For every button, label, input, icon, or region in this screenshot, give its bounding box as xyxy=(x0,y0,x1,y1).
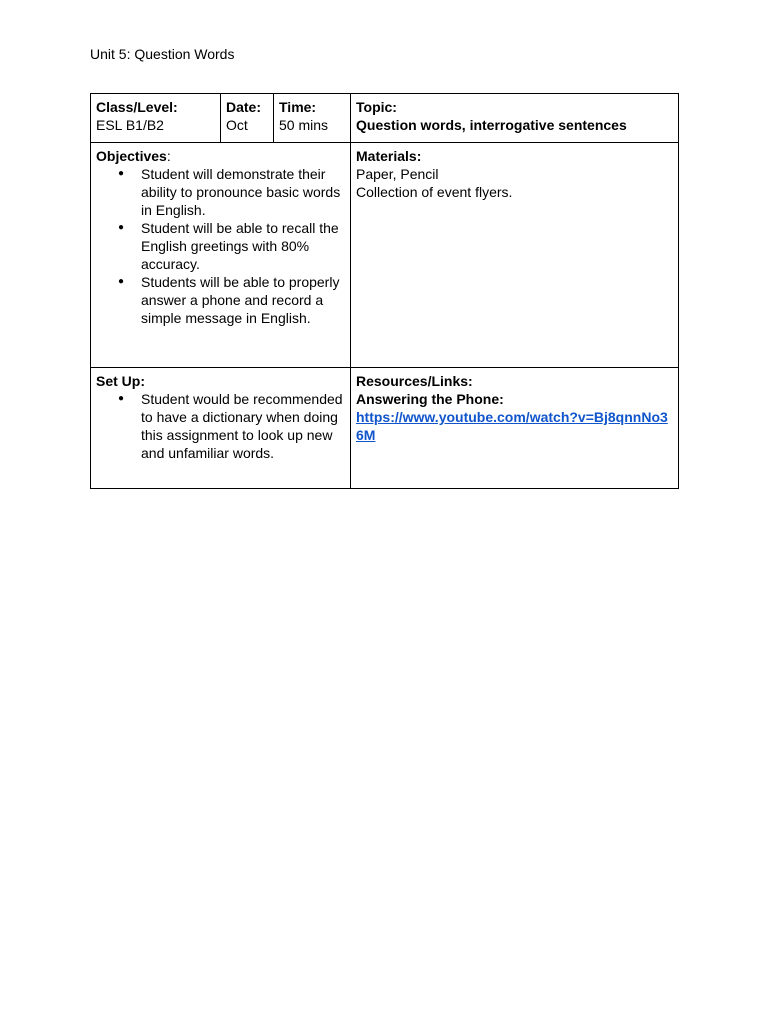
materials-cell xyxy=(351,143,679,368)
time-cell xyxy=(274,94,351,143)
topic-value: Question words, interrogative sentences xyxy=(356,117,627,133)
header-row xyxy=(91,94,679,143)
class-level-cell xyxy=(91,94,221,143)
objectives-label: Objectives xyxy=(96,148,167,164)
resources-sublabel: Answering the Phone: xyxy=(356,391,504,407)
objectives-row xyxy=(91,143,679,368)
setup-label: Set Up: xyxy=(96,373,145,389)
time-label: Time: xyxy=(279,99,317,115)
objectives-cell: Objectives: ● Student will demonstrate their ability to pronounce basic words in English. ● Student will be able to recall the English greetings with 80% accuracy. ● Students will be able to properly answer a phone and record a simple message in English. xyxy=(91,143,351,368)
list-item: ● Student would be recommended to have a dictionary when doing this assignment to look up new and unfamiliar words. xyxy=(141,390,345,462)
topic-label: Topic: xyxy=(356,99,397,115)
objectives-list xyxy=(96,165,345,327)
materials-label: Materials: xyxy=(356,148,422,164)
resources-cell xyxy=(351,368,679,489)
materials-line: Paper, Pencil xyxy=(356,166,439,182)
setup-list xyxy=(96,390,345,462)
class-level-value: ESL B1/B2 xyxy=(96,117,164,133)
date-label: Date: xyxy=(226,99,262,115)
date-value: Oct xyxy=(226,117,248,133)
page-title: Unit 5: Question Words xyxy=(90,46,235,62)
date-cell xyxy=(221,94,274,143)
setup-cell xyxy=(91,368,351,489)
list-item: ● Students will be able to properly answer a phone and record a simple message in English. xyxy=(141,273,345,327)
setup-row xyxy=(91,368,679,489)
lesson-plan-table xyxy=(90,93,679,489)
resources-label: Resources/Links: xyxy=(356,373,473,389)
list-item: ● Student will be able to recall the English greetings with 80% accuracy. xyxy=(141,219,345,273)
list-item: ● Student will demonstrate their ability to pronounce basic words in English. xyxy=(141,165,345,219)
time-value: 50 mins xyxy=(279,117,329,133)
class-level-label: Class/Level: xyxy=(96,99,178,115)
topic-cell xyxy=(351,94,679,143)
youtube-link[interactable]: https://www.youtube.com/watch?v=Bj8qnnNo36M xyxy=(356,409,668,443)
materials-line: Collection of event flyers. xyxy=(356,184,513,200)
